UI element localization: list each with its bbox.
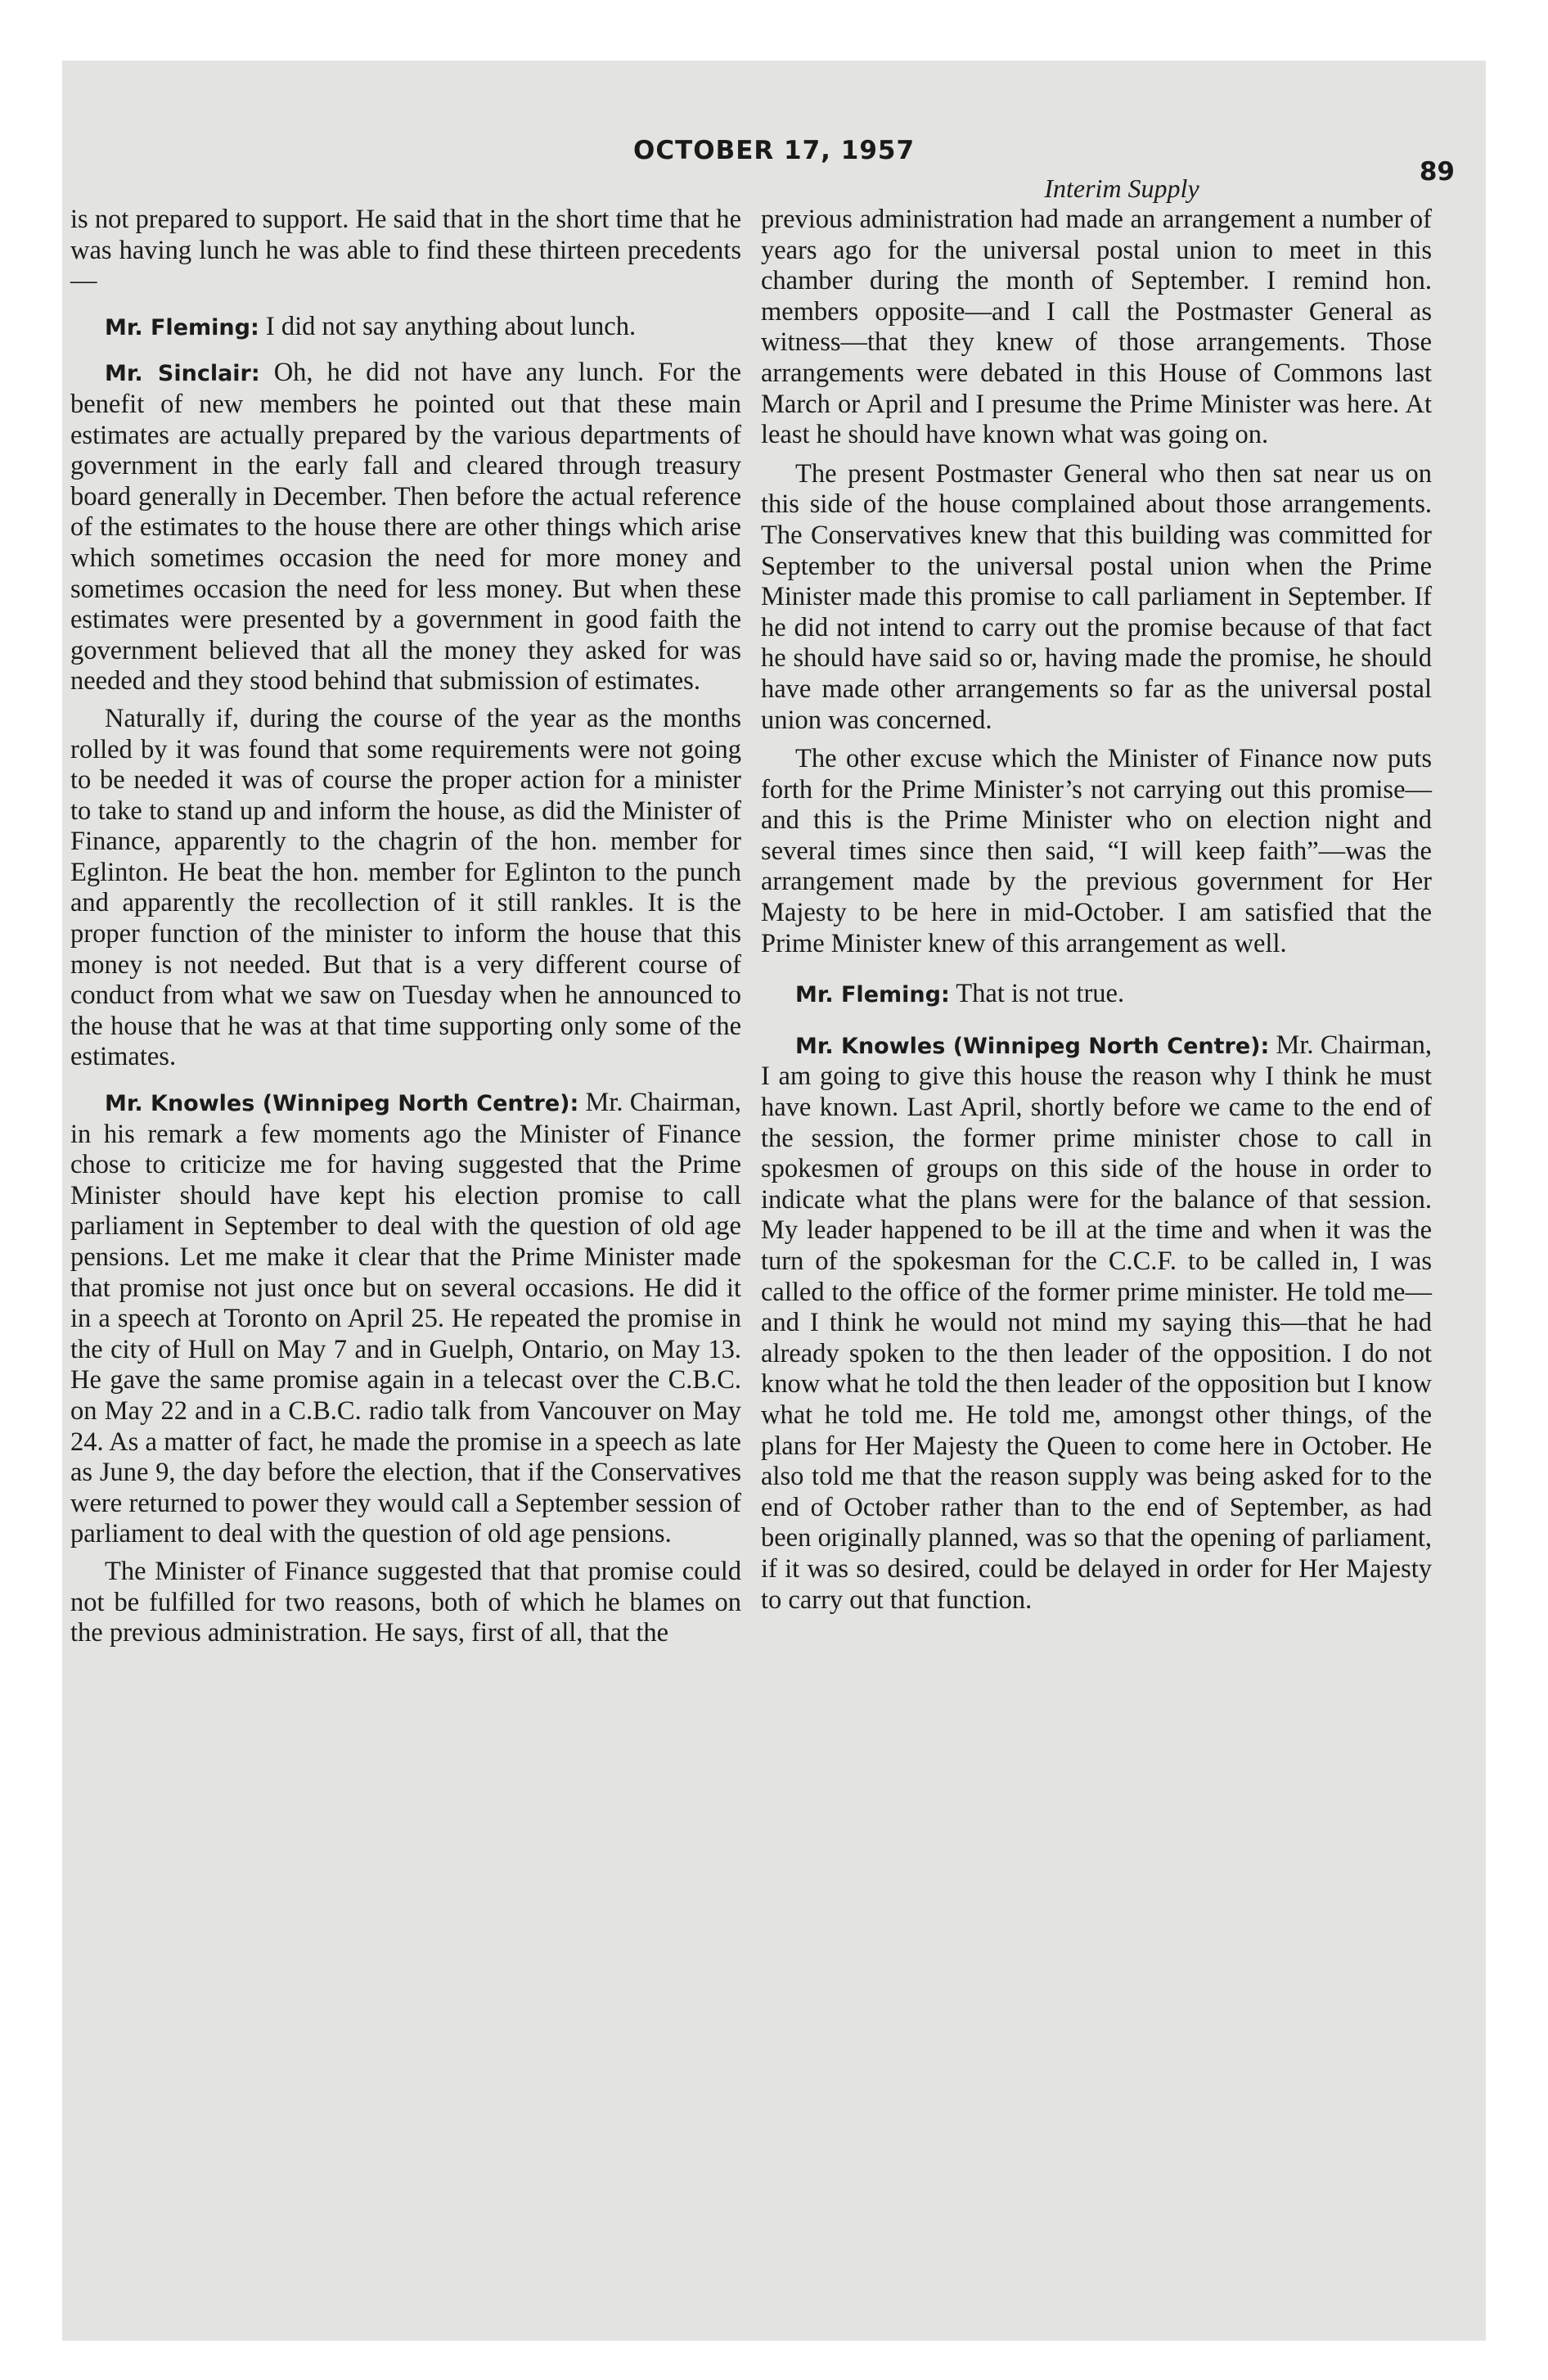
paragraph: The Minister of Finance suggested that that promise could not be fulfilled for two reasons, both of which he blames on the previous administration. He says, first of all, that the <box>70 1556 741 1648</box>
scanned-page <box>62 61 1486 2341</box>
paragraph: The other excuse which the Minister of Finance now puts forth for the Prime Minister’s not carrying out this promise—and this is the Prime Minister who on election night and several times since then said, “I will keep faith”—was the arrangement made by the previous government for Her Majesty to be here in mid-October. I am satisfied that the Prime Minister knew of this arrangement as well. <box>761 744 1432 958</box>
running-header-date: OCTOBER 17, 1957 <box>632 136 916 165</box>
speaker-name: Mr. Knowles (Winnipeg North Centre): <box>795 1033 1270 1059</box>
speaker-name: Mr. Sinclair: <box>105 361 260 387</box>
speech-paragraph <box>761 979 1432 1011</box>
speaker-name: Mr. Fleming: <box>795 982 950 1008</box>
paragraph: is not prepared to support. He said that in the short time that he was having lunch he was able to find these thirteen precedents— <box>70 205 741 296</box>
speech-paragraph <box>761 1030 1432 1616</box>
left-column <box>70 205 741 1649</box>
paragraph: previous administration had made an arrangement a number of years ago for the universal postal union to meet in this chamber during the month of September. I remind hon. members opposite—and I call the Postmaster General as witness—that they knew of those arrangements. Those arrangements were debated in this House of Commons last March or April and I presume the Prime Minister was here. At least he should have known what was going on. <box>761 205 1432 450</box>
speaker-name: Mr. Knowles (Winnipeg North Centre): <box>105 1091 579 1117</box>
speech-paragraph <box>70 1088 741 1550</box>
paragraph: The present Postmaster General who then sat near us on this side of the house complained about those arrangements. The Conservatives knew that this building was committed for September to the universal postal union when the Prime Minister made this promise to call parliament in September. If he did not intend to carry out the promise because of that fact he should have said so or, having made the promise, he should have made other arrangements so far as the universal postal union was concerned. <box>761 458 1432 735</box>
paragraph: Naturally if, during the course of the year as the months rolled by it was found that some requirements were not going to be needed it was of course the proper action for a minister to take to stand up and inform the house, as did the Minister of Finance, apparently to the chagrin of the hon. member for Eglinton. He beat the hon. member for Eglinton to the punch and apparently the recollection of it still rankles. It is the proper function of the minister to inform the house that this money is not needed. But that is a very different course of conduct from what we saw on Tuesday when he announced to the house that he was at that time supporting only some of the estimates. <box>70 703 741 1072</box>
speech-text: Mr. Chairman, in his remark a few moments ago the Minister of Finance chose to criticize me for having suggested that the Prime Minister should have kept his election promise to call parliament in September to deal with the question of old age pensions. Let me make it clear that the Prime Minister made that promise not just once but on several occasions. He did it in a speech at Toronto on April 25. He repeated the promise in the city of Hull on May 7 and in Guelph, Ontario, on May 13. He gave the same promise again in a telecast over the C.B.C. on May 22 and in a C.B.C. radio talk from Vancouver on May 24. As a matter of fact, he made the promise in a speech as late as June 9, the day before the election, that if the Conservatives were returned to power they would call a September session of parliament to deal with the question of old age pensions. <box>70 1088 741 1549</box>
speech-text: That is not true. <box>949 979 1125 1009</box>
speech-text: Oh, he did not have any lunch. For the benefit of new members he pointed out that these main estimates are actually prepared by the various departments of government in the early fall and cleared through treasury board generally in December. Then before the actual reference of the estimates to the house there are other things which arise which sometimes occasion the need for more money and sometimes occasion the need for less money. But when these estimates were presented by a government in good faith the government believed that all the money they asked for was needed and they stood behind that submission of estimates. <box>70 358 741 696</box>
page-number: 89 <box>1419 157 1455 187</box>
right-column <box>761 205 1432 1616</box>
section-topic: Interim Supply <box>1044 174 1199 203</box>
speech-paragraph <box>70 358 741 697</box>
speech-text: I did not say anything about lunch. <box>259 311 637 341</box>
speech-paragraph <box>70 312 741 344</box>
speaker-name: Mr. Fleming: <box>105 314 259 340</box>
speech-text: Mr. Chairman, I am going to give this house the reason why I think he must have known. Last April, shortly before we came to the end of the session, the former prime minister chose to call in spokesmen of groups on this side of the house in order to indicate what the plans were for the balance of that session. My leader happened to be ill at the time and when it was the turn of the spokesman for the C.C.F. to be called in, I was called to the office of the former prime minister. He told me—and I think he would not mind my saying this—that he had already spoken to the then leader of the opposition. I do not know what he told the then leader of the opposition but I know what he told me. He told me, amongst other things, of the plans for Her Majesty the Queen to come here in October. He also told me that the reason supply was being asked for to the end of October rather than to the end of September, as had been originally planned, was so that the opening of parliament, if it was so desired, could be delayed in order for Her Majesty to carry out that function. <box>761 1030 1432 1615</box>
